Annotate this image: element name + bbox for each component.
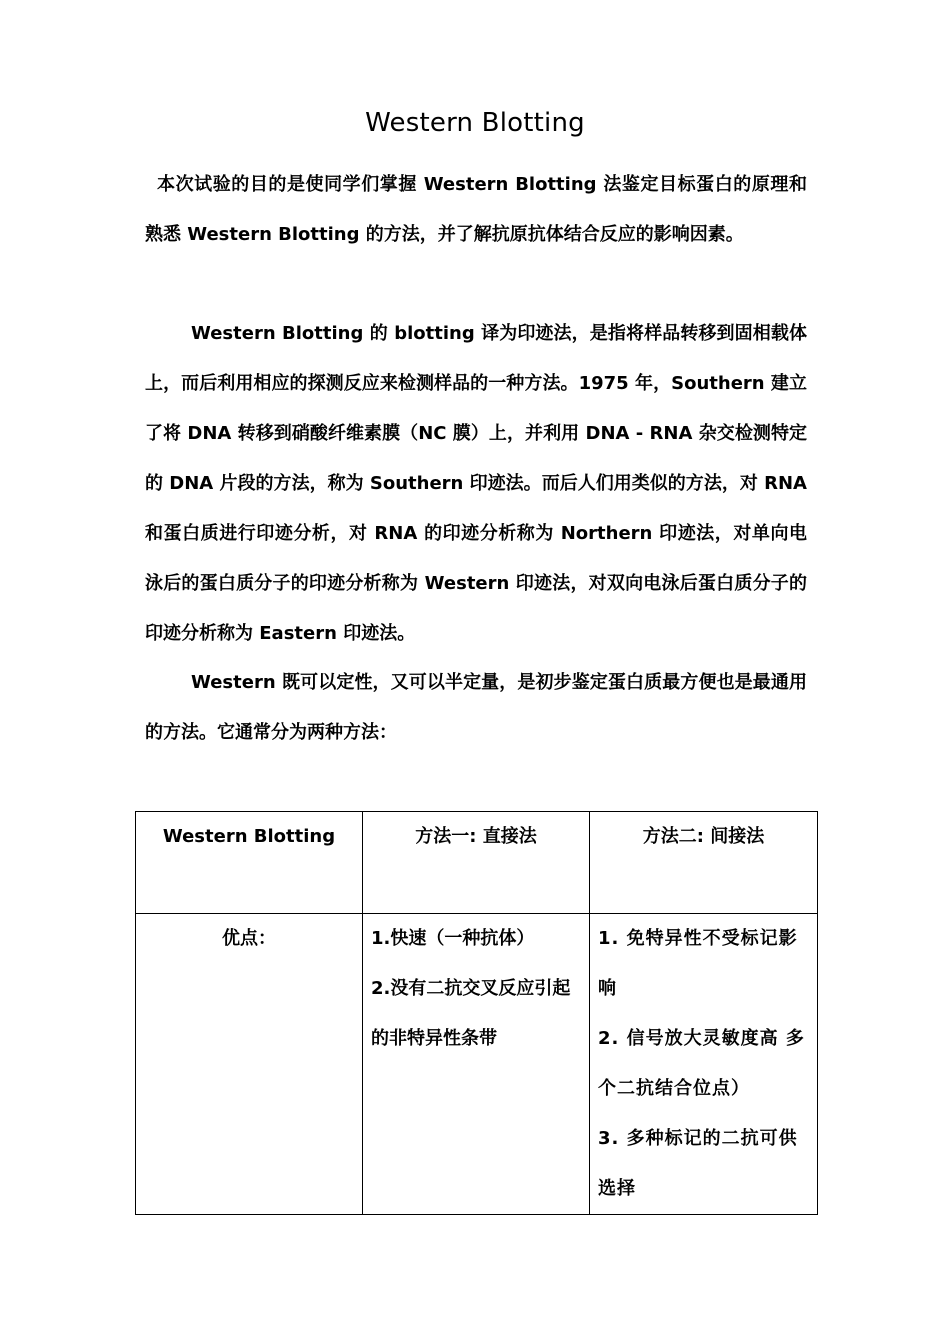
header-cell-western-blotting: Western Blotting (136, 812, 363, 914)
direct-advantage-item: 2.没有二抗交叉反应引起的非特异性条带 (371, 978, 571, 1049)
intro-paragraph: 本次试验的目的是使同学们掌握 Western Blotting 法鉴定目标蛋白的原理和熟悉 Western Blotting 的方法，并了解抗原抗体结合反应的影响因素。 (145, 174, 807, 245)
indirect-advantages-cell (590, 914, 818, 1215)
direct-advantage-item: 1.快速（一种抗体） (371, 928, 535, 949)
header-cell-direct-method: 方法一: 直接法 (363, 812, 590, 914)
indirect-advantage-item: 1. 免特异性不受标记影响 (598, 928, 798, 999)
indirect-advantage-item: 3. 多种标记的二抗可供选择 (598, 1128, 798, 1199)
method-comparison-table (135, 811, 818, 1215)
table-row-advantages (136, 914, 818, 1215)
blotting-paragraph: Western Blotting 的 blotting 译为印迹法，是指将样品转移到固相载体上，而后利用相应的探测反应来检测样品的一种方法。1975 年，Southern 建立了将 DNA 转移到硝酸纤维素膜（NC 膜）上，并利用 DNA - RNA 杂交检测特定的 DNA 片段的方法，称为 Southern 印迹法。而后人们用类似的方法，对 RNA 和蛋白质进行印迹分析，对 RNA 的印迹分析称为 Northern 印迹法，对单向电泳后的蛋白质分子的印迹分析称为 Western 印迹法，对双向电泳后蛋白质分子的印迹分析称为 Eastern 印迹法。 (145, 323, 807, 644)
row-label-advantages: 优点： (136, 914, 363, 1215)
indirect-advantage-item: 2. 信号放大灵敏度高 多个二抗结合位点） (598, 1028, 805, 1099)
header-cell-indirect-method: 方法二: 间接法 (590, 812, 818, 914)
table-header-row (136, 812, 818, 914)
western-paragraph: Western 既可以定性，又可以半定量，是初步鉴定蛋白质最方便也是最通用的方法。它通常分为两种方法： (145, 672, 807, 743)
direct-advantages-cell (363, 914, 590, 1215)
page-title: Western Blotting (365, 108, 585, 138)
